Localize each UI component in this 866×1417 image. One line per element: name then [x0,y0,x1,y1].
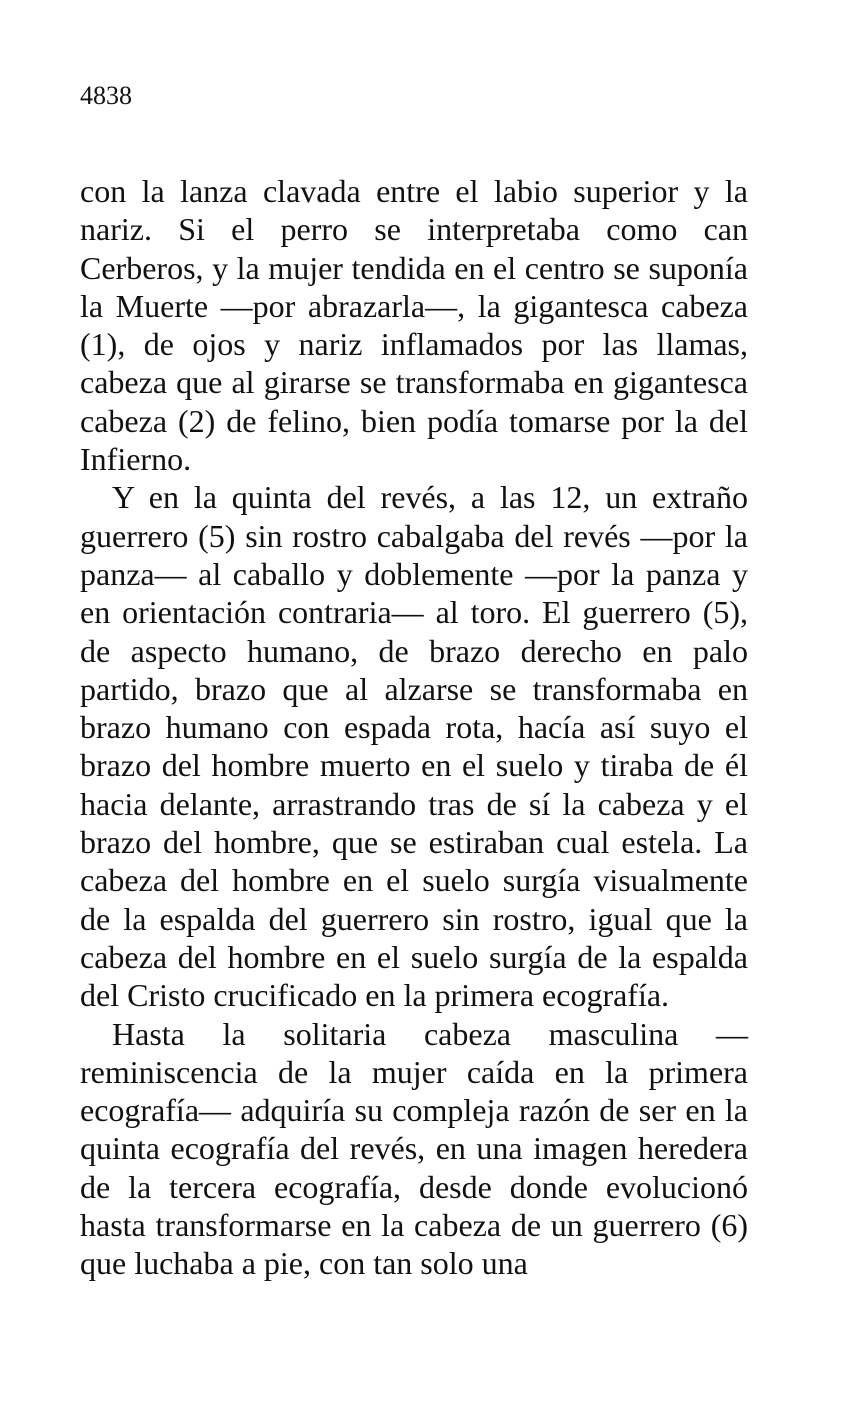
body-text [80,172,748,1283]
paragraph-3: Hasta la solitaria cabeza masculina —reminiscencia de la mujer caída en la primera ecografía— adquiría su compleja razón de ser en la quinta ecografía del revés, en una imagen heredera de la tercera ecografía, desde donde evolucionó hasta transformarse en la cabeza de un guerrero (6) que luchaba a pie, con tan solo una [80,1015,748,1282]
page-number: 4838 [80,81,132,110]
book-page [80,80,748,1283]
paragraph-1: con la lanza clavada entre el labio superior y la nariz. Si el perro se interpretaba como can Cerberos, y la mujer tendida en el centro se suponía la Muerte —por abrazarla—, la gigantesca cabeza (1), de ojos y nariz inflamados por las llamas, cabeza que al girarse se transformaba en gigantesca cabeza (2) de felino, bien podía tomarse por la del Infierno. [80,173,748,478]
paragraph-2: Y en la quinta del revés, a las 12, un extraño guerrero (5) sin rostro cabalgaba del revés —por la panza— al caballo y doblemente —por la panza y en orientación contraria— al toro. El guerrero (5), de aspecto humano, de brazo derecho en palo partido, brazo que al alzarse se transformaba en brazo humano con espada rota, hacía así suyo el brazo del hombre muerto en el suelo y tiraba de él hacia delante, arrastrando tras de sí la cabeza y el brazo del hombre, que se estiraban cual estela. La cabeza del hombre en el suelo surgía visualmente de la espalda del guerrero sin rostro, igual que la cabeza del hombre en el suelo surgía de la espalda del Cristo crucificado en la primera ecografía. [80,479,748,1014]
